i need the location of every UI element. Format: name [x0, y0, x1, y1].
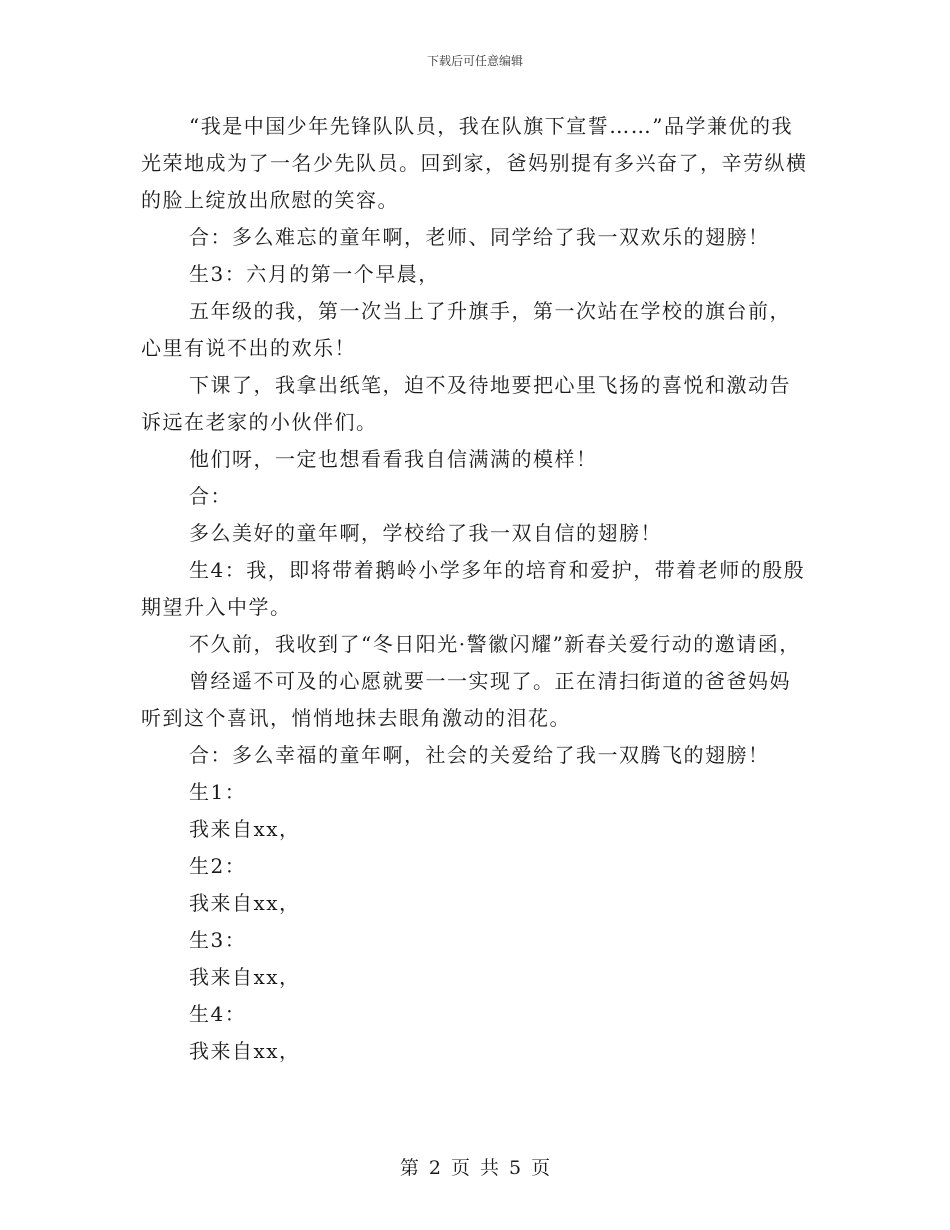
paragraph: 合：多么难忘的童年啊，老师、同学给了我一双欢乐的翅膀！	[189, 225, 770, 249]
page-number-footer: 第 2 页 共 5 页	[399, 1157, 551, 1179]
paragraph: 曾经遥不可及的心愿就要一一实现了。正在清扫街道的爸爸妈妈听到这个喜讯，悄悄地抹去眼角激动的泪花。	[141, 669, 791, 730]
paragraph: 下课了，我拿出纸笔，迫不及待地要把心里飞扬的喜悦和激动告诉远在老家的小伙伴们。	[141, 373, 791, 434]
paragraph: 生3：	[189, 928, 247, 952]
paragraph: 五年级的我，第一次当上了升旗手，第一次站在学校的旗台前，心里有说不出的欢乐！	[141, 299, 791, 360]
paragraph: 不久前，我收到了“冬日阳光·警徽闪耀”新春关爱行动的邀请函，	[189, 632, 801, 656]
paragraph: 生1：	[189, 780, 247, 804]
paragraph: 合：	[189, 484, 232, 508]
paragraph: 生3：六月的第一个早晨，	[189, 262, 440, 286]
paragraph: 生4：	[189, 1002, 247, 1026]
paragraph: “我是中国少年先锋队队员，我在队旗下宣誓……”品学兼优的我光荣地成为了一名少先队员。回到家，爸妈别提有多兴奋了，辛劳纵横的脸上绽放出欣慰的笑容。	[141, 114, 808, 212]
paragraph: 合：多么幸福的童年啊，社会的关爱给了我一双腾飞的翅膀！	[189, 743, 770, 767]
paragraph: 我来自xx，	[189, 965, 301, 989]
paragraph: 生4：我，即将带着鹅岭小学多年的培育和爱护，带着老师的殷殷期望升入中学。	[141, 558, 806, 619]
paragraph: 多么美好的童年啊，学校给了我一双自信的翅膀！	[189, 521, 662, 545]
paragraph: 生2：	[189, 854, 247, 878]
paragraph: 他们呀，一定也想看看我自信满满的模样！	[189, 447, 598, 471]
paragraph: 我来自xx，	[189, 1039, 301, 1063]
paragraph: 我来自xx，	[189, 891, 301, 915]
paragraph: 我来自xx，	[189, 817, 301, 841]
page-header: 下载后可任意编辑	[426, 54, 523, 68]
document-body	[141, 108, 811, 1070]
